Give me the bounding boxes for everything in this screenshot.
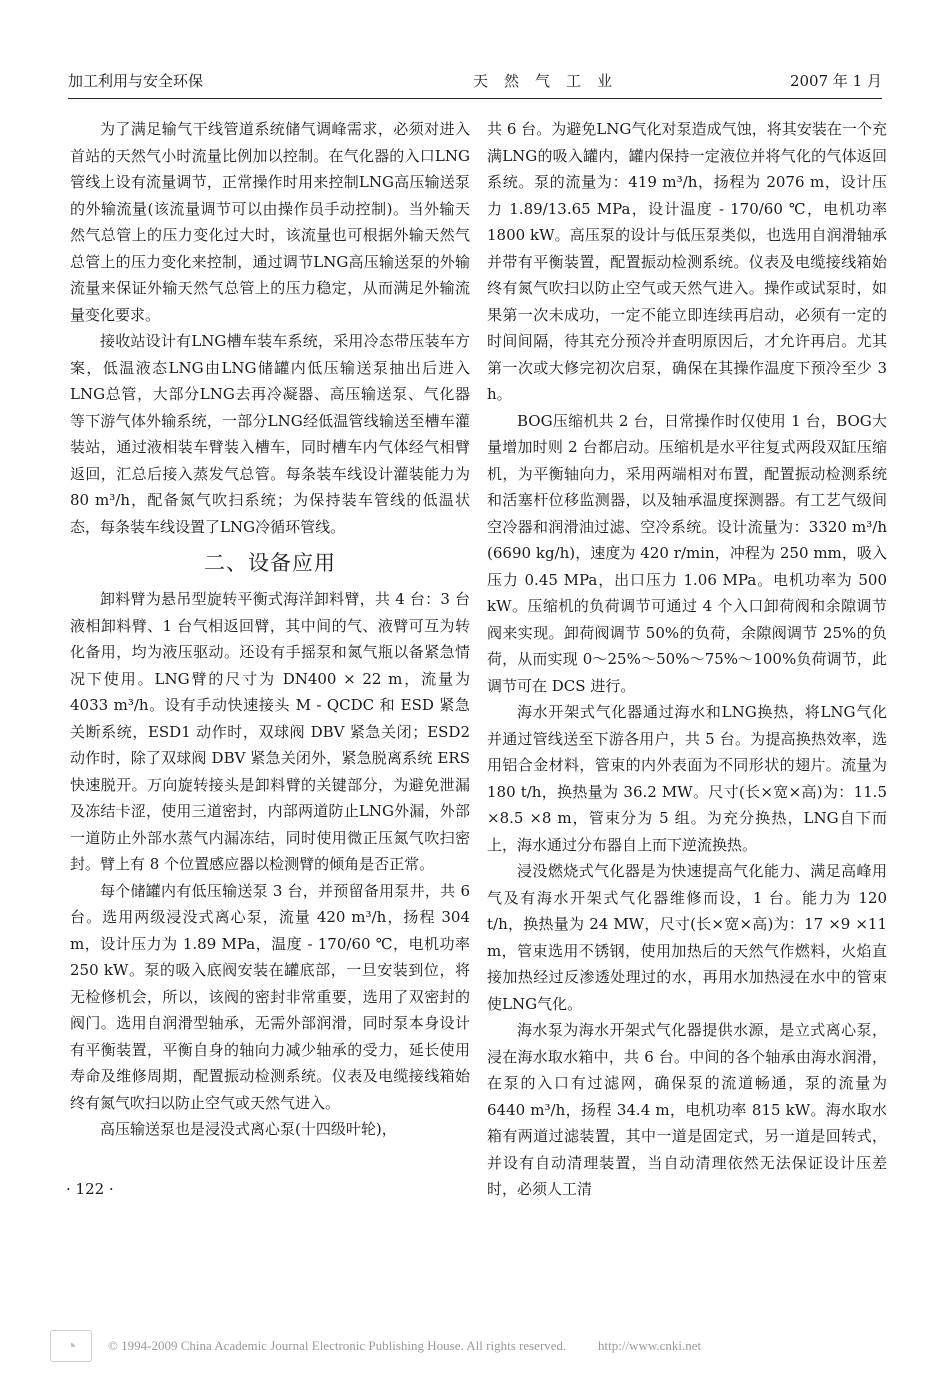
paragraph: BOG压缩机共 2 台，日常操作时仅使用 1 台，BOG大量增加时则 2 台都启动。压缩机是水平往复式两段双缸压缩机，为平衡轴向力，采用两端相对布置，配置振动检测系统和活塞杆位移监测器，以及轴承温度探测器。有工艺气级间空冷器和润滑油过滤、空冷系统。设计流量为：3320 m³/h (6690 kg/h)，速度为 420 r/min，冲程为 250 mm，吸入压力 0.45 MPa，出口压力 1.06 MPa。电机功率为 500 kW。压缩机的负荷调节可通过 4 个入口卸荷阀和余隙调节阀来实现。卸荷阀调节 50%的负荷，余隙阀调节 25%的负荷，从而实现 0～25%～50%～75%～100%负荷调节，此调节可在 DCS 进行。 (487, 411, 887, 695)
paragraph: 高压输送泵也是浸没式离心泵(十四级叶轮)， (100, 1120, 397, 1138)
page-number: · 122 · (66, 1180, 114, 1198)
header-section-name: 加工利用与安全环保 (68, 72, 204, 90)
section-heading: 二、设备应用 (204, 551, 336, 575)
paragraph: 浸没燃烧式气化器是为快速提高气化能力、满足高峰用气及有海水开架式气化器维修而设，1 台。能力为 120 t/h，换热量为 24 MW，尺寸(长×宽×高)为：17 ×9 ×11 m，管束选用不锈钢，使用加热后的天然气作燃料，火焰直接加热经过反渗透处理过的水，再用水加热浸在水中的管束使LNG气化。 (487, 862, 887, 1013)
header-journal-name: 天然气工业 (473, 72, 629, 90)
running-header (68, 70, 882, 94)
paragraph: 共 6 台。为避免LNG气化对泵造成气蚀，将其安装在一个充满LNG的吸入罐内，罐内保持一定液位并将气化的气体返回系统。泵的流量为：419 m³/h，扬程为 2076 m，设计压力 1.89/13.65 MPa，设计温度 - 170/60 ℃，电机功率 1800 kW。高压泵的设计与低压泵类似，也选用自润滑轴承并带有平衡装置，配置振动检测系统。仪表及电缆接线箱始终有氮气吹扫以防止空气或天然气进入。操作或试泵时，如果第一次未成功，一定不能立即连续再启动，必须有一定的时间间隔，待其充分预冷并查明原因后，才允许再启。尤其第一次或大修完初次启泵，确保在其操作温度下预冷至少 3 h。 (487, 120, 887, 403)
paragraph: 每个储罐内有低压输送泵 3 台，并预留备用泵井，共 6 台。选用两级浸没式离心泵，流量 420 m³/h，扬程 304 m，设计压力为 1.89 MPa，温度 - 170/60 ℃，电机功率 250 kW。泵的吸入底阀安装在罐底部，一旦安装到位，将无检修机会，所以，该阀的密封非常重要，选用了双密封的阀门。选用自润滑型轴承，无需外部润滑，同时泵本身设计有平衡装置，平衡自身的轴向力减少轴承的受力，延长使用寿命及维修周期，配置振动检测系统。仪表及电缆接线箱始终有氮气吹扫以防止空气或天然气进入。 (70, 881, 470, 1112)
paragraph: 卸料臂为悬吊型旋转平衡式海洋卸料臂，共 4 台：3 台液相卸料臂、1 台气相返回臂，其中间的气、液臂可互为转化备用，均为液压驱动。还设有手摇泵和氮气瓶以备紧急情况下使用。LNG臂的尺寸为 DN400 × 22 m，流量为 4033 m³/h。设有手动快速接头 M - QCDC 和 ESD 紧急关断系统，ESD1 动作时，双球阀 DBV 紧急关闭；ESD2 动作时，除了双球阀 DBV 紧急关闭外，紧急脱离系统 ERS 快速脱开。万向旋转接头是卸料臂的关键部分，为避免泄漏及冻结卡涩，使用三道密封，内部两道防止LNG外漏，外部一道防止外部水蒸气内漏冻结，同时使用微正压氮气吹扫密封。臂上有 8 个位置感应器以检测臂的倾角是否正常。 (70, 590, 470, 873)
footer-copyright: © 1994-2009 China Academic Journal Electronic Publishing House. All rights reserved. (108, 1338, 567, 1353)
paragraph: 接收站设计有LNG槽车装车系统，采用冷态带压装车方案，低温液态LNG由LNG储罐内低压输送泵抽出后进入LNG总管，大部分LNG去再冷凝器、高压输送泵、气化器等下游气体外输系统，一部分LNG经低温管线输送至槽车灌装站，通过液相装车臂装入槽车，同时槽车内气体经气相臂返回，汇总后接入蒸发气总管。每条装车线设计灌装能力为 80 m³/h，配备氮气吹扫系统；为保持装车管线的低温状态，每条装车线设置了LNG冷循环管线。 (70, 332, 470, 536)
footer-url[interactable]: http://www.cnki.net (598, 1338, 702, 1353)
header-rule (68, 98, 882, 99)
right-column (487, 116, 887, 1198)
left-column (70, 116, 470, 1168)
paragraph: 海水泵为海水开架式气化器提供水源，是立式离心泵，浸在海水取水箱中，共 6 台。中间的各个轴承由海水润滑，在泵的入口有过滤网，确保泵的流道畅通，泵的流量为 6440 m³/h，扬程 34.4 m，电机功率 815 kW。海水取水箱有两道过滤装置，其中一道是固定式，另一道是回转式，并设有自动清理装置，当自动清理依然无法保证设计压差时，必须人工清 (487, 1021, 887, 1198)
header-date: 2007 年 1 月 (789, 72, 882, 90)
footer (50, 1330, 900, 1364)
paragraph: 为了满足输气干线管道系统储气调峰需求，必须对进入首站的天然气小时流量比例加以控制。在气化器的入口LNG管线上设有流量调节，正常操作时用来控制LNG高压输送泵的外输流量(该流量调节可以由操作员手动控制)。当外输天然气总管上的压力变化过大时，该流量也可根据外输天然气总管上的压力变化来控制，通过调节LNG高压输送泵的外输流量来保证外输天然气总管上的压力稳定，从而满足外输流量变化要求。 (70, 120, 470, 324)
publisher-logo-icon: ◔ (50, 1330, 92, 1362)
paragraph: 海水开架式气化器通过海水和LNG换热，将LNG气化并通过管线送至下游各用户，共 5 台。为提高换热效率，选用铝合金材料，管束的内外表面为不同形状的翅片。流量为 180 t/h，换热量为 36.2 MW。尺寸(长×宽×高)为：11.5 ×8.5 ×8 m，管束分为 5 组。为充分换热，LNG自下而上，海水通过分布器自上而下逆流换热。 (487, 703, 887, 854)
